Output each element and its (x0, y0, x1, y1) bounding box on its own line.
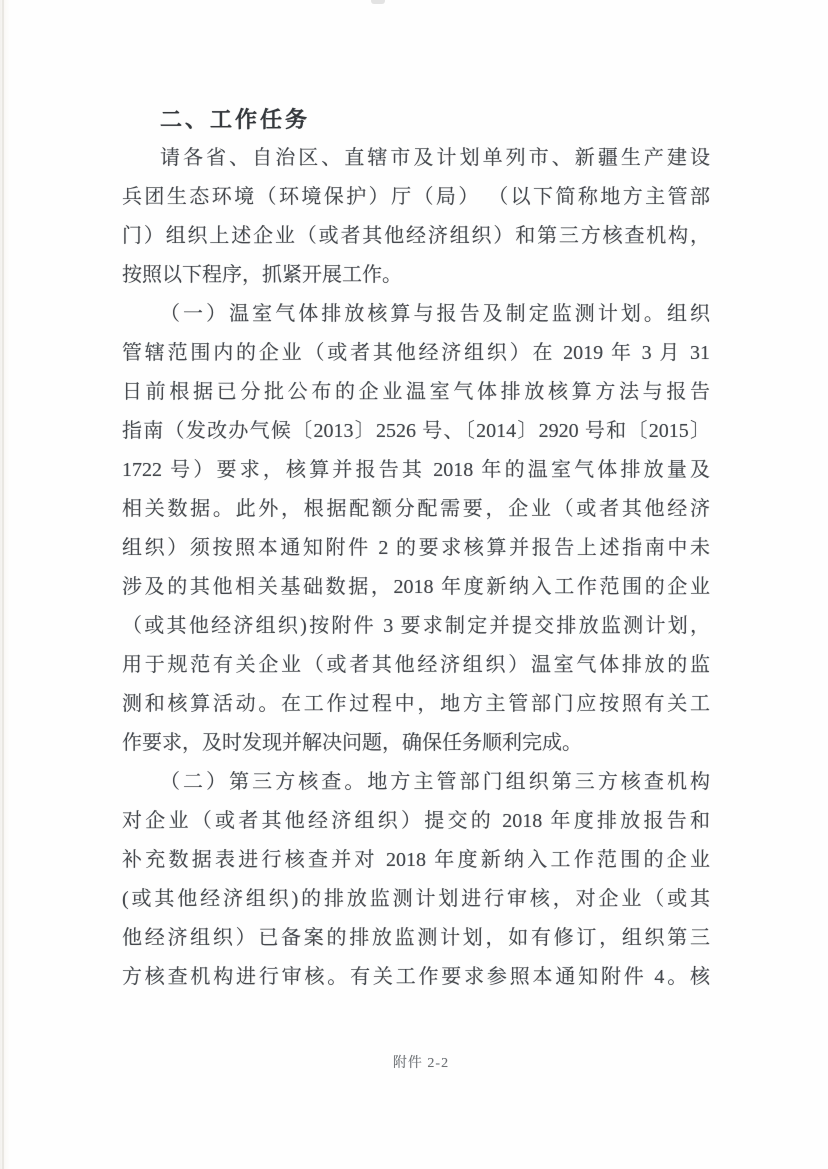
text-line: 指南（发改办气候〔2013〕2526 号、〔2014〕2920 号和〔2015〕 (122, 420, 710, 442)
text-line: (或其他经济组织)的排放监测计划进行审核，对企业（或其 (122, 888, 710, 910)
text-line: （二）第三方核查。地方主管部门组织第三方核查机构 (160, 771, 710, 793)
text-line: 对企业（或者其他经济组织）提交的 2018 年度排放报告和 (122, 810, 710, 832)
scan-edge-line (2, 0, 4, 1169)
text-line: 管辖范围内的企业（或者其他经济组织）在 2019 年 3 月 31 (122, 342, 710, 364)
text-line: 兵团生态环境（环境保护）厅（局） （以下简称地方主管部 (122, 186, 710, 208)
text-line: 组织）须按照本通知附件 2 的要求核算并报告上述指南中未 (122, 537, 710, 559)
text-line: 涉及的其他相关基础数据，2018 年度新纳入工作范围的企业 (122, 576, 710, 598)
text-line: 1722 号）要求，核算并报告其 2018 年的温室气体排放量及 (122, 459, 710, 481)
text-line: 他经济组织）已备案的排放监测计划，如有修订，组织第三 (122, 927, 710, 949)
text-line: 测和核算活动。在工作过程中，地方主管部门应按照有关工 (122, 693, 710, 715)
text-line: 按照以下程序，抓紧开展工作。 (122, 264, 402, 286)
text-line: 补充数据表进行核查并对 2018 年度新纳入工作范围的企业 (122, 849, 710, 871)
text-line: 请各省、自治区、直辖市及计划单列市、新疆生产建设 (160, 147, 710, 169)
text-line: 门）组织上述企业（或者其他经济组织）和第三方核查机构， (122, 225, 710, 247)
page-footer-label: 附件 2-2 (392, 1056, 450, 1071)
text-line: 方核查机构进行审核。有关工作要求参照本通知附件 4。核 (122, 966, 710, 988)
document-body (122, 100, 710, 997)
text-line: （一）温室气体排放核算与报告及制定监测计划。组织 (160, 303, 710, 325)
text-line: 相关数据。此外，根据配额分配需要，企业（或者其他经济 (122, 498, 710, 520)
section-heading: 二、工作任务 (160, 107, 311, 132)
scan-top-artifact (371, 0, 385, 4)
text-line: 日前根据已分批公布的企业温室气体排放核算方法与报告 (122, 381, 710, 403)
text-line: 用于规范有关企业（或者其他经济组织）温室气体排放的监 (122, 654, 710, 676)
text-line: 作要求，及时发现并解决问题，确保任务顺利完成。 (122, 732, 582, 754)
text-line: （或其他经济组织)按附件 3 要求制定并提交排放监测计划， (122, 615, 710, 637)
